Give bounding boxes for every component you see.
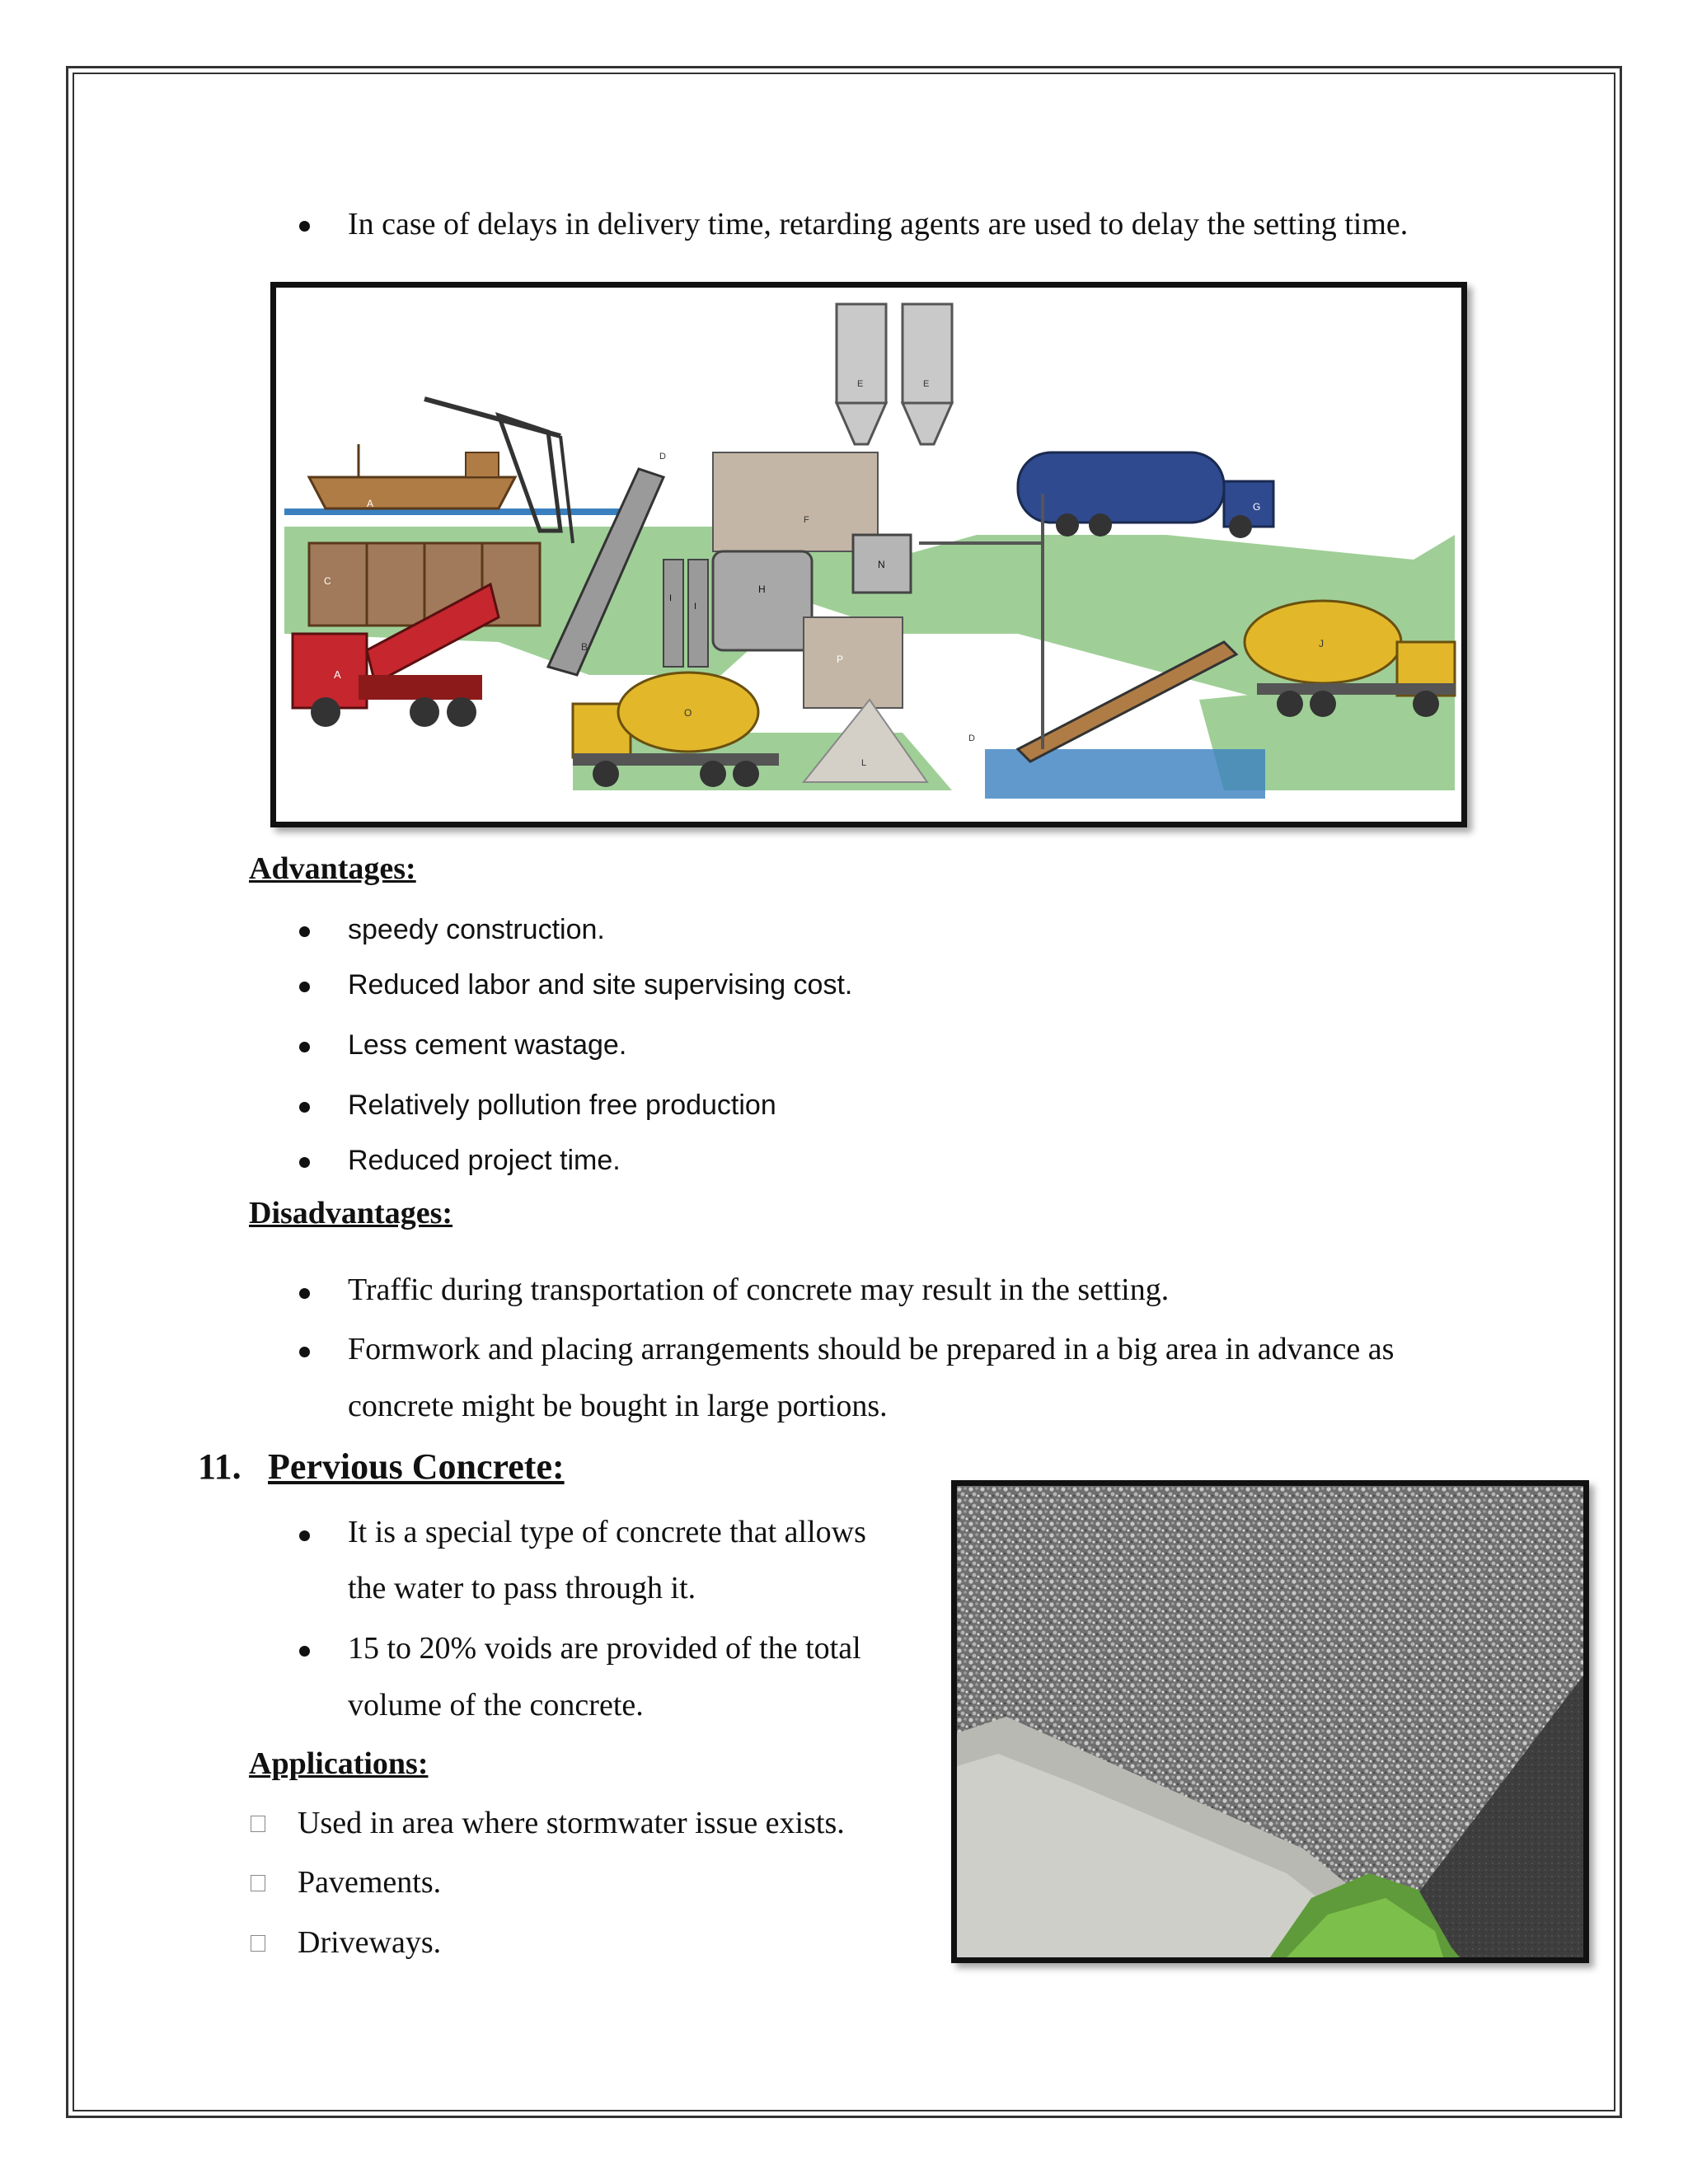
advantage-item: speedy construction. (348, 914, 605, 945)
application-item: Pavements. (298, 1865, 442, 1900)
central-mixer (713, 551, 812, 650)
barge (309, 477, 515, 509)
disadvantages-heading: Disadvantages: (249, 1196, 453, 1230)
bullet-dot (299, 1347, 310, 1357)
section-bullet: 15 to 20% voids are provided of the total (348, 1631, 861, 1666)
label-e-1: E (857, 379, 864, 389)
application-item: Driveways. (298, 1925, 442, 1960)
label-n: N (878, 559, 885, 570)
pervious-concrete-image (957, 1486, 1583, 1957)
application-item: Used in area where stormwater issue exists. (298, 1806, 845, 1840)
label-j: J (1319, 638, 1324, 649)
label-i-1: I (669, 593, 673, 603)
bullet-dot (299, 1530, 310, 1541)
bullet-dot (299, 1288, 310, 1299)
label-a-truck: A (334, 668, 341, 681)
disadvantage-item-continued: concrete might be bought in large portions. (348, 1389, 888, 1423)
bullet-dot (299, 1042, 310, 1052)
label-a-barge: A (367, 498, 374, 509)
bullet-dot (299, 926, 310, 937)
label-c: C (324, 575, 331, 587)
square-bullet-icon (251, 1816, 265, 1832)
label-d-bottom: D (968, 733, 975, 743)
label-e-2: E (923, 379, 930, 389)
square-bullet-icon (251, 1875, 265, 1891)
disadvantage-item: Formwork and placing arrangements should be prepared in a big area in advance as (348, 1332, 1395, 1366)
label-l: L (861, 758, 867, 768)
intro-bullet-text: In case of delays in delivery time, retarding agents are used to delay the setting time. (348, 207, 1409, 241)
label-h: H (758, 583, 766, 595)
label-o: O (684, 707, 692, 719)
advantages-heading: Advantages: (249, 851, 416, 886)
label-i-2: I (694, 602, 697, 612)
dump-truck-cab (293, 634, 367, 708)
section-title: Pervious Concrete: (268, 1446, 565, 1487)
batching-plant-diagram (276, 288, 1461, 822)
cement-tanker (1018, 452, 1224, 523)
pervious-concrete-photo (951, 1480, 1589, 1963)
advantage-item: Less cement wastage. (348, 1029, 627, 1061)
advantage-item: Reduced labor and site supervising cost. (348, 969, 853, 1001)
bullet-dot (299, 1646, 310, 1657)
bullet-dot (299, 1102, 310, 1113)
label-b: B (581, 641, 588, 653)
label-g: G (1253, 501, 1261, 513)
label-p: P (837, 654, 844, 665)
square-bullet-icon (251, 1935, 265, 1952)
advantage-item: Relatively pollution free production (348, 1090, 776, 1121)
label-f: F (804, 515, 809, 525)
disadvantage-item: Traffic during transportation of concrete may result in the setting. (348, 1272, 1170, 1307)
barge-cabin (466, 452, 499, 477)
section-bullet: It is a special type of concrete that allows (348, 1515, 866, 1549)
advantage-item: Reduced project time. (348, 1145, 621, 1176)
bullet-dot (299, 1157, 310, 1168)
bullet-dot (299, 982, 310, 992)
section-number: 11. (198, 1446, 241, 1487)
section-bullet-continued: the water to pass through it. (348, 1571, 696, 1605)
section-bullet-continued: volume of the concrete. (348, 1688, 644, 1722)
bullet-dot (299, 221, 310, 232)
applications-heading: Applications: (249, 1746, 429, 1781)
label-d-top: D (659, 452, 666, 462)
control-shed (804, 617, 903, 708)
batching-plant-illustration (270, 282, 1467, 827)
